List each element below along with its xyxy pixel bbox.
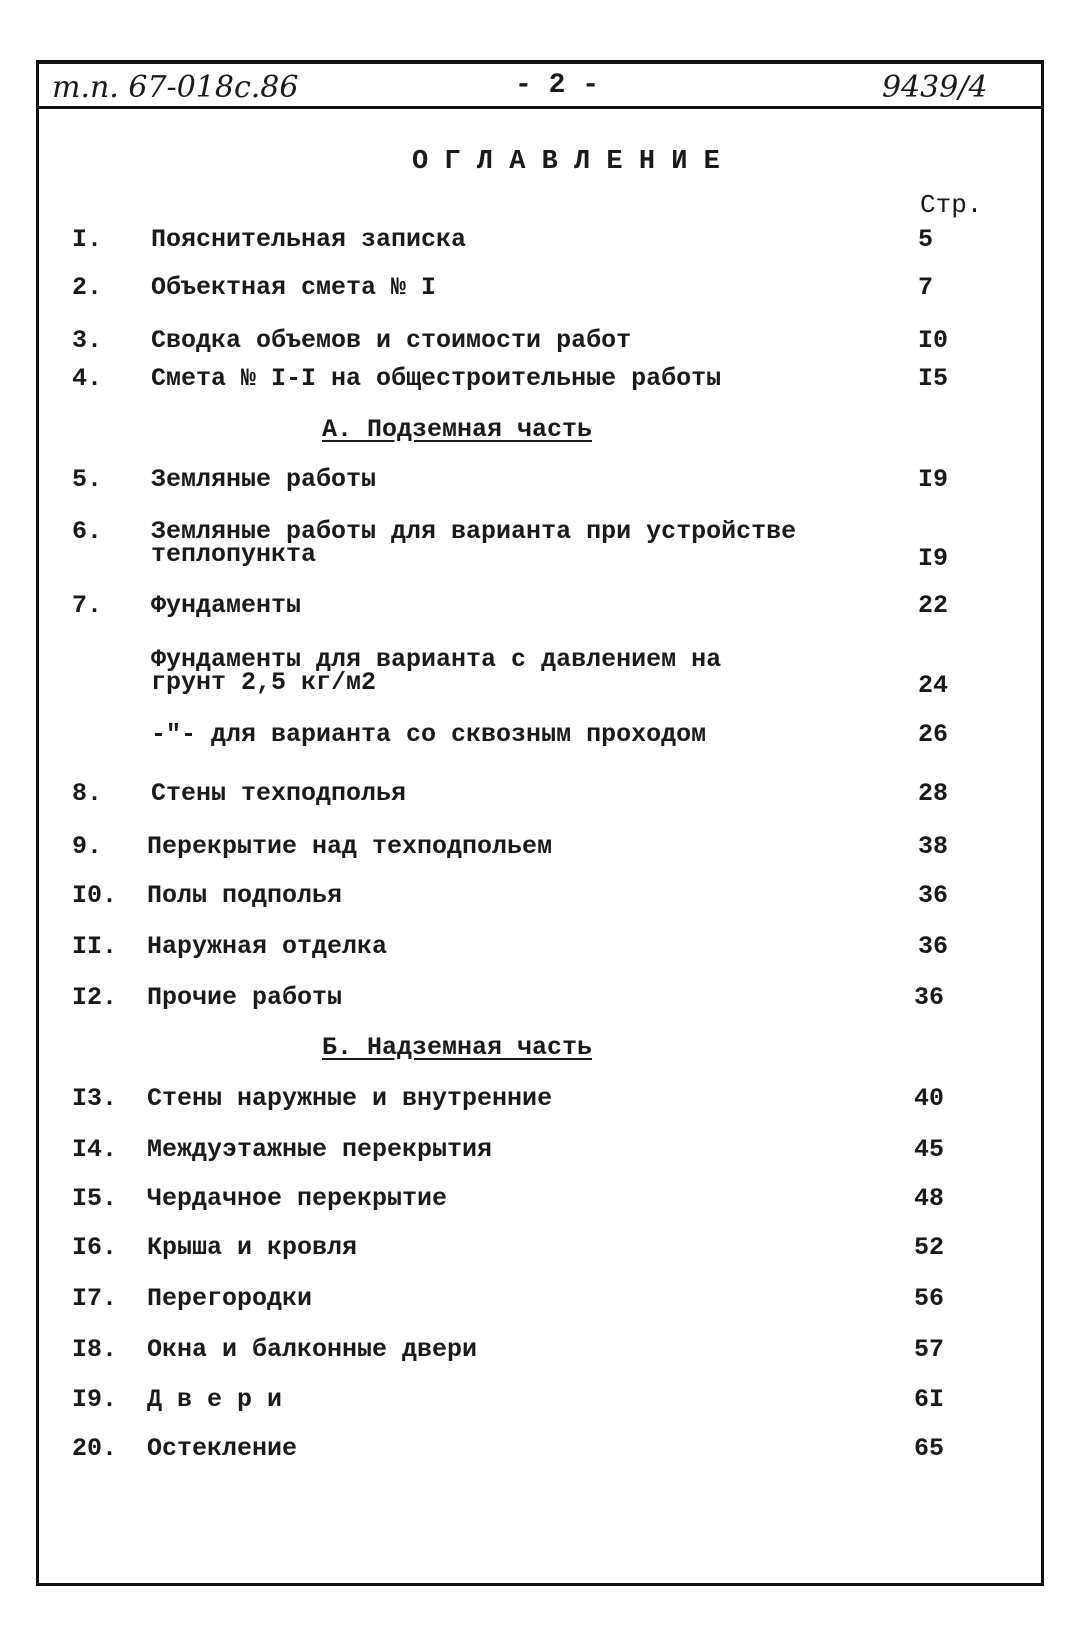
toc-entry-title: Окна и балконные двери (147, 1335, 478, 1364)
toc-entry-number: I0. (72, 881, 118, 910)
toc-entry-number: 5. (72, 465, 103, 494)
toc-entry-title: Прочие работы (147, 983, 343, 1012)
toc-entry-number: I9. (72, 1385, 118, 1414)
toc-entry-number: I6. (72, 1233, 118, 1262)
toc-entry-title: Смета № I-I на общестроительные работы (151, 364, 722, 393)
toc-entry-page: 57 (914, 1335, 945, 1364)
section-heading-aboveground: Б. Надземная часть (322, 1033, 593, 1062)
toc-entry-page: 36 (914, 983, 945, 1012)
toc-entry-page: I9 (918, 465, 949, 494)
archive-number: 9439/4 (882, 70, 988, 105)
toc-entry-page: 7 (918, 273, 934, 302)
toc-entry-title: Полы подполья (147, 881, 343, 910)
toc-entry-title: Сводка объемов и стоимости работ (151, 326, 632, 355)
toc-entry-title: Стены наружные и внутренние (147, 1084, 553, 1113)
toc-entry-number: 3. (72, 326, 103, 355)
toc-entry-title: Наружная отделка (147, 932, 388, 961)
toc-entry-page: 24 (918, 671, 949, 700)
toc-entry-number: 9. (72, 832, 103, 861)
toc-entry-number: I2. (72, 983, 118, 1012)
toc-entry-number: 20. (72, 1434, 118, 1463)
toc-entry-title: Земляные работы (151, 465, 377, 494)
toc-entry-title: Пояснительная записка (151, 225, 467, 254)
toc-entry-page: 52 (914, 1233, 945, 1262)
toc-entry-title: Остекление (147, 1434, 298, 1463)
toc-entry-page: 65 (914, 1434, 945, 1463)
toc-entry-title: Фундаменты (151, 591, 302, 620)
page-column-label: Стр. (920, 190, 983, 220)
toc-entry-title: Объектная смета № I (151, 273, 437, 302)
toc-entry-page: 22 (918, 591, 949, 620)
section-heading-underground: А. Подземная часть (322, 415, 593, 444)
toc-entry-page: I0 (918, 326, 949, 355)
toc-entry-page: I9 (918, 544, 949, 573)
toc-entry-number: 6. (72, 517, 103, 546)
toc-entry-page: 5 (918, 225, 934, 254)
toc-entry-title: Междуэтажные перекрытия (147, 1135, 493, 1164)
toc-entry-title: Перегородки (147, 1284, 313, 1313)
toc-entry-title: Земляные работы для варианта при устройстве (151, 517, 797, 546)
header-divider (36, 106, 1044, 109)
toc-entry-page: 40 (914, 1084, 945, 1113)
toc-entry-page: 28 (918, 779, 949, 808)
toc-entry-title: Д в е р и (147, 1385, 283, 1414)
toc-entry-title: Стены техподполья (151, 779, 407, 808)
page-title: О Г Л А В Л Е Н И Е (412, 147, 720, 177)
toc-entry-page: 56 (914, 1284, 945, 1313)
toc-entry-title: Чердачное перекрытие (147, 1184, 448, 1213)
toc-entry-number: I. (72, 225, 103, 254)
toc-entry-number: 7. (72, 591, 103, 620)
toc-entry-number: I5. (72, 1184, 118, 1213)
document-code: т.п. 67-018с.86 (52, 70, 299, 105)
toc-entry-title-cont: грунт 2,5 кг/м2 (151, 668, 377, 697)
toc-entry-title-cont: теплопункта (151, 540, 317, 569)
toc-entry-number: II. (72, 932, 118, 961)
toc-entry-page: 26 (918, 720, 949, 749)
toc-entry-page: I5 (918, 364, 949, 393)
toc-entry-title: Перекрытие над техподпольем (147, 832, 553, 861)
toc-entry-title: -"- для варианта со сквозным проходом (151, 720, 707, 749)
toc-entry-number: 2. (72, 273, 103, 302)
toc-entry-number: I3. (72, 1084, 118, 1113)
toc-entry-page: 38 (918, 832, 949, 861)
toc-entry-number: I8. (72, 1335, 118, 1364)
toc-entry-page: 36 (918, 881, 949, 910)
toc-entry-title: Крыша и кровля (147, 1233, 358, 1262)
toc-entry-number: 8. (72, 779, 103, 808)
toc-entry-number: 4. (72, 364, 103, 393)
toc-entry-page: 6I (914, 1385, 945, 1414)
toc-entry-number: I7. (72, 1284, 118, 1313)
toc-entry-page: 36 (918, 932, 949, 961)
page-number: - 2 - (515, 70, 600, 101)
toc-entry-page: 45 (914, 1135, 945, 1164)
toc-entry-number: I4. (72, 1135, 118, 1164)
toc-entry-title: Фундаменты для варианта с давлением на (151, 645, 722, 674)
toc-entry-page: 48 (914, 1184, 945, 1213)
